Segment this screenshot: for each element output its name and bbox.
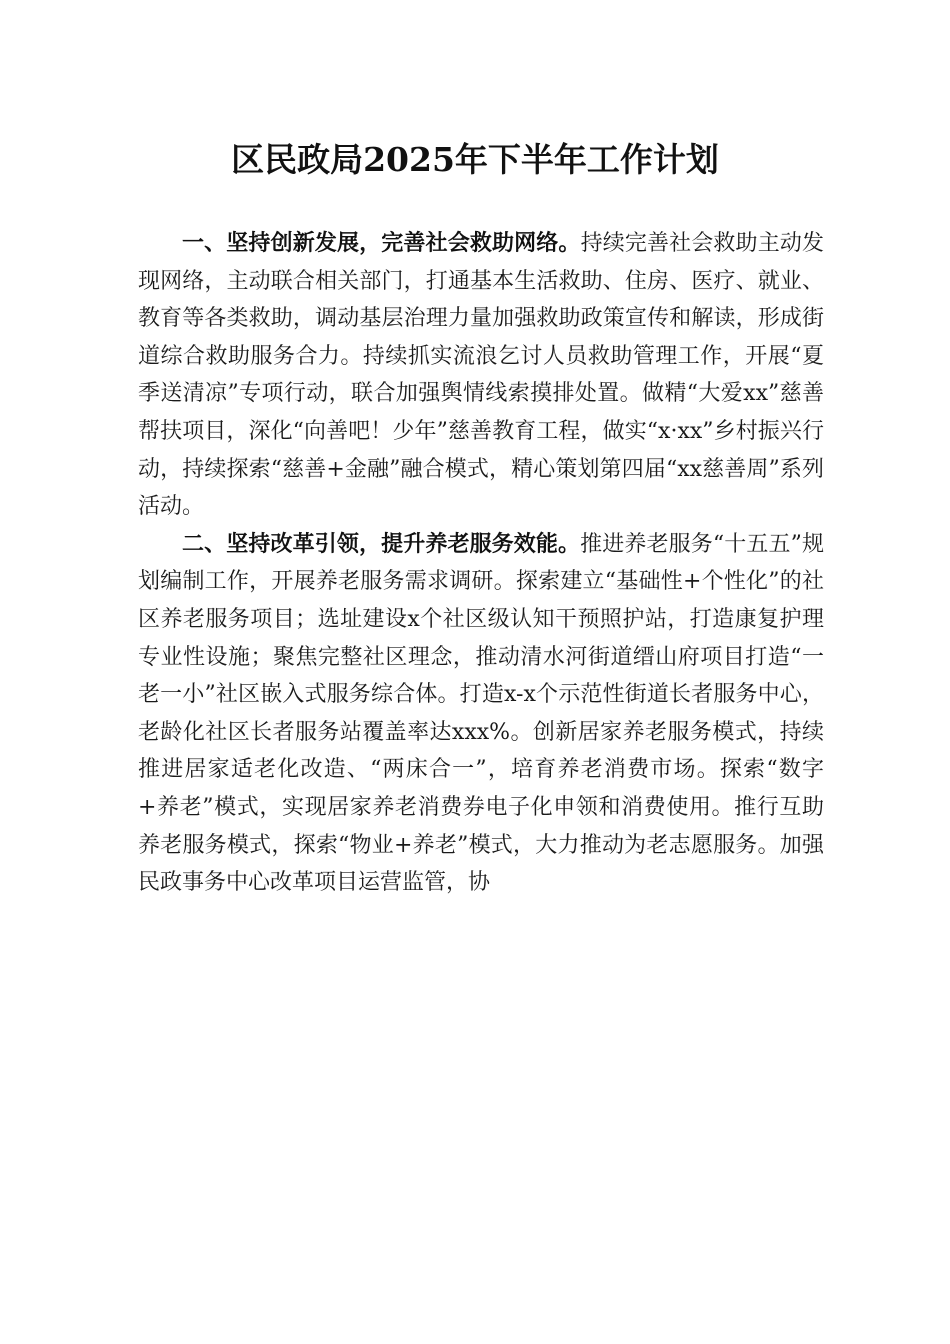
section-2-paragraph bbox=[138, 526, 824, 902]
section-1-paragraph bbox=[138, 225, 824, 526]
section-1-body: 持续完善社会救助主动发现网络，主动联合相关部门，打通基本生活救助、住房、医疗、就业、教育等各类救助，调动基层治理力量加强救助政策宣传和解读，形成街道综合救助服务合力。持续抓实流浪乞讨人员救助管理工作，开展“夏季送清凉”专项行动，联合加强舆情线索摸排处置。做精“大爱xx”慈善帮扶项目，深化“向善吧！少年”慈善教育工程，做实“x·xx”乡村振兴行动，持续探索“慈善+金融”融合模式，精心策划第四届“xx慈善周”系列活动。 bbox=[138, 231, 824, 520]
section-1-heading: 一、坚持创新发展，完善社会救助网络。 bbox=[182, 231, 581, 256]
section-2-body: 推进养老服务“十五五”规划编制工作，开展养老服务需求调研。探索建立“基础性+个性化”的社区养老服务项目；选址建设x个社区级认知干预照护站，打造康复护理专业性设施；聚焦完整社区理念，推动清水河街道缙山府项目打造“一老一小”社区嵌入式服务综合体。打造x-x个示范性街道长者服务中心，老龄化社区长者服务站覆盖率达xxx%。创新居家养老服务模式，持续推进居家适老化改造、“两床合一”，培育养老消费市场。探索“数字+养老”模式，实现居家养老消费券电子化申领和消费使用。推行互助养老服务模式，探索“物业+养老”模式，大力推动为老志愿服务。加强民政事务中心改革项目运营监管，协 bbox=[138, 531, 824, 896]
document-body bbox=[138, 225, 824, 902]
section-2-heading: 二、坚持改革引领，提升养老服务效能。 bbox=[182, 531, 581, 557]
document-title: 区民政局2025年下半年工作计划 bbox=[231, 140, 719, 179]
